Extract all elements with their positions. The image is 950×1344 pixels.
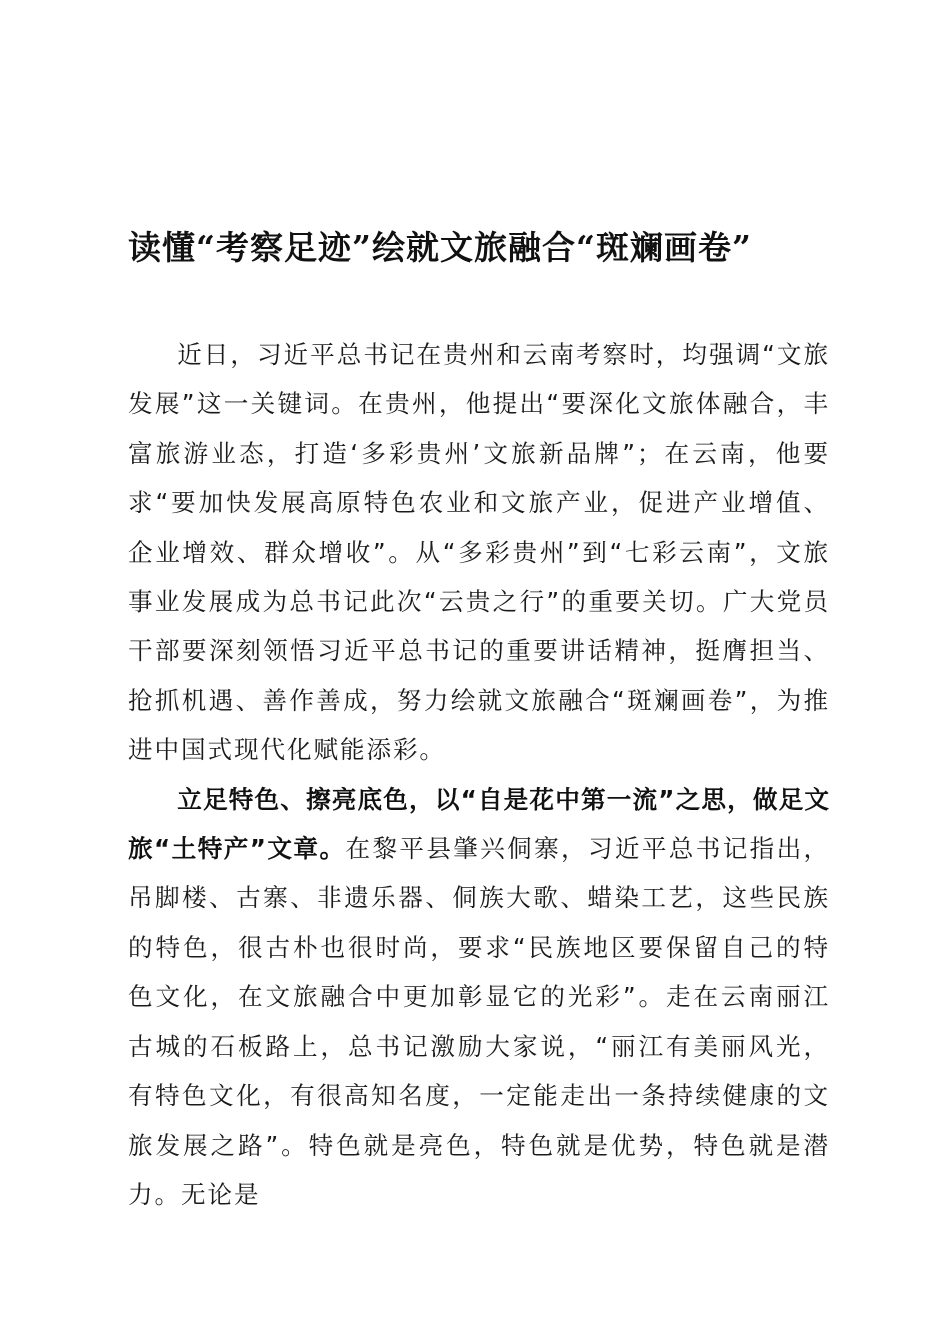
document-title: 读懂“考察足迹”绘就文旅融合“斑斓画卷” [128, 228, 752, 267]
paragraph-2 [128, 775, 830, 1220]
paragraph-1 [128, 330, 830, 775]
document-body [128, 330, 830, 1219]
paragraph-2-lead: 立足特色、擦亮底色，以“自是花中第一流”之思，做足文旅“土特产”文章。 [128, 784, 830, 864]
paragraph-1-text: 近日，习近平总书记在贵州和云南考察时，均强调“文旅发展”这一关键词。在贵州，他提出“要深化文旅体融合，丰富旅游业态，打造‘多彩贵州’文旅新品牌”；在云南，他要求“要加快发展高原特色农业和文旅产业，促进产业增值、企业增效、群众增收”。从“多彩贵州”到“七彩云南”，文旅事业发展成为总书记此次“云贵之行”的重要关切。广大党员干部要深刻领悟习近平总书记的重要讲话精神，挺膺担当、抢抓机遇、善作善成，努力绘就文旅融合“斑斓画卷”，为推进中国式现代化赋能添彩。 [128, 340, 830, 765]
paragraph-2-text: 在黎平县肇兴侗寨，习近平总书记指出，吊脚楼、古寨、非遗乐器、侗族大歌、蜡染工艺，这些民族的特色，很古朴也很时尚，要求“民族地区要保留自己的特色文化，在文旅融合中更加彰显它的光彩”。走在云南丽江古城的石板路上，总书记激励大家说，“丽江有美丽风光，有特色文化，有很高知名度，一定能走出一条持续健康的文旅发展之路”。特色就是亮色，特色就是优势，特色就是潜力。无论是 [128, 834, 831, 1209]
